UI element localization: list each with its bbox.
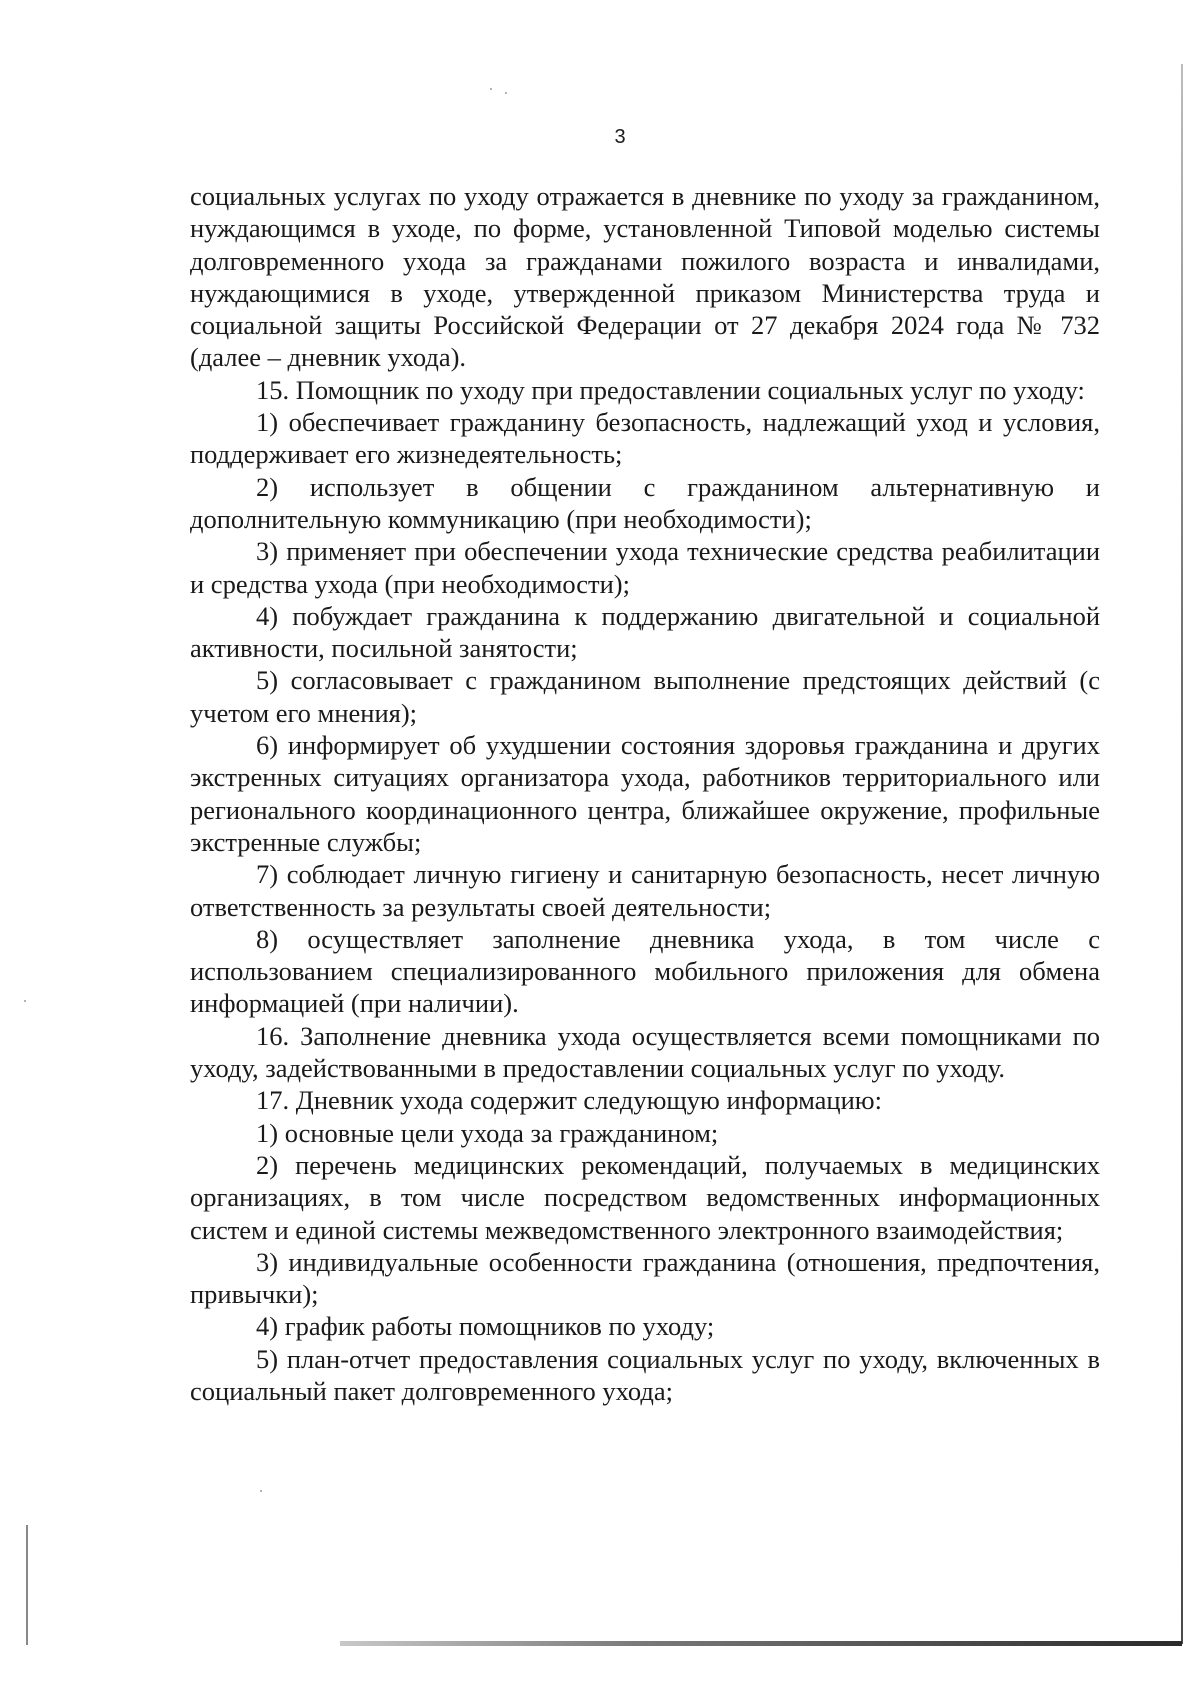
scan-speck — [260, 1490, 262, 1492]
paragraph-15-sub-6: 6) информирует об ухудшении состояния здоровья гражданина и других экстренных ситуациях организатора ухода, работников территориального или регионального координационного центра, ближайшее окружение, профильные экстренные службы; — [190, 730, 1100, 857]
paragraph-17-sub-2: 2) перечень медицинских рекомендаций, получаемых в медицинских организациях, в том числе посредством ведомственных информационных систем и единой системы межведомственного электронного взаимодействия; — [190, 1149, 1100, 1245]
scan-speck — [24, 1000, 26, 1002]
scan-edge-left — [26, 1525, 28, 1645]
scan-edge-bottom — [340, 1641, 1182, 1646]
paragraph-item-17: 17. Дневник ухода содержит следующую информацию: — [256, 1085, 882, 1116]
paragraph-15-sub-7: 7) соблюдает личную гигиену и санитарную безопасность, несет личную ответственность за результаты своей деятельности; — [190, 859, 1100, 922]
paragraph-17-sub-3: 3) индивидуальные особенности гражданина (отношения, предпочтения, привычки); — [190, 1246, 1100, 1310]
paragraph-15-sub-3: 3) применяет при обеспечении ухода технические средства реабилитации и средства ухода (при необходимости); — [190, 536, 1100, 599]
paragraph-17-sub-1: 1) основные цели ухода за гражданином; — [256, 1117, 719, 1148]
paragraph-17-sub-5: 5) план-отчет предоставления социальных услуг по уходу, включенных в социальный пакет долговременного ухода; — [190, 1343, 1100, 1406]
paragraph-item-15: 15. Помощник по уходу при предоставлении социальных услуг по уходу: — [256, 374, 1085, 405]
paragraph-15-sub-1: 1) обеспечивает гражданину безопасность, надлежащий уход и условия, поддерживает его жизнедеятельность; — [190, 407, 1100, 470]
scan-speck — [490, 88, 492, 90]
scan-edge-right — [1181, 64, 1183, 1644]
page-number: 3 — [614, 126, 626, 148]
paragraph-15-sub-4: 4) побуждает гражданина к поддержанию двигательной и социальной активности, посильной занятости; — [190, 600, 1100, 664]
paragraph-15-sub-2: 2) использует в общении с гражданином альтернативную и дополнительную коммуникацию (при необходимости); — [190, 471, 1100, 534]
paragraph-item-16: 16. Заполнение дневника ухода осуществляется всеми помощниками по уходу, задействованными в предоставлении социальных услуг по уходу. — [190, 1020, 1100, 1084]
paragraph-15-sub-5: 5) согласовывает с гражданином выполнение предстоящих действий (с учетом его мнения); — [190, 665, 1100, 728]
paragraph-17-sub-4: 4) график работы помощников по уходу; — [256, 1311, 715, 1342]
paragraph-15-sub-8: 8) осуществляет заполнение дневника ухода, в том числе с использованием специализированного мобильного приложения для обмена информацией (при наличии). — [190, 923, 1100, 1019]
document-body — [190, 180, 1100, 1407]
scan-speck — [505, 92, 507, 94]
paragraph-continuation: социальных услугах по уходу отражается в дневнике по уходу за гражданином, нуждающимся в уходе, по форме, установленной Типовой моделью системы долговременного ухода за гражданами пожилого возраста и инвалидами, нуждающимися в уходе, утвержденной приказом Министерства труда и социальной защиты Российской Федерации от 27 декабря 2024 года № 732 (далее – дневник ухода). — [190, 181, 1100, 373]
